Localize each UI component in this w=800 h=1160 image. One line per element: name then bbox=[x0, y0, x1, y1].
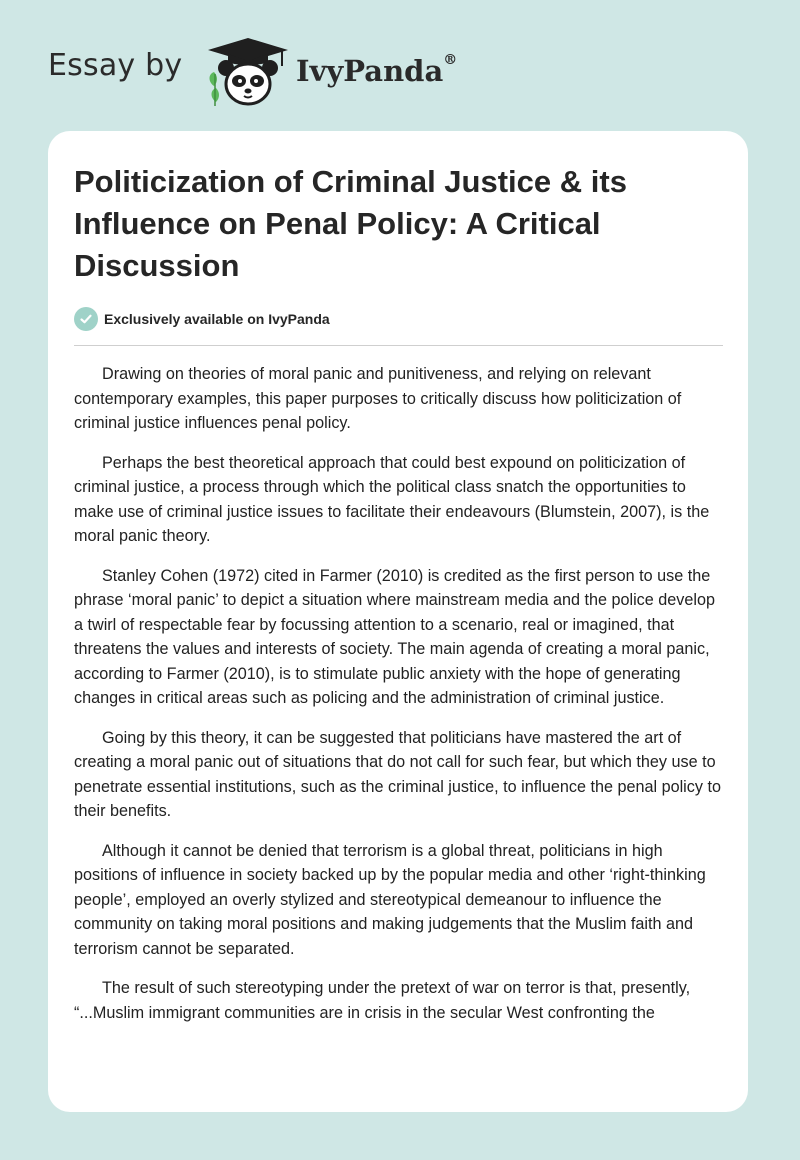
title-divider bbox=[74, 345, 723, 346]
essay-card bbox=[48, 131, 748, 1112]
site-header bbox=[48, 36, 508, 108]
brand-text: IvyPanda bbox=[296, 54, 444, 88]
paragraph: Drawing on theories of moral panic and punitiveness, and relying on relevant contemporary examples, this paper purposes to critically discuss how politicization of criminal justice influences penal policy. bbox=[74, 365, 682, 432]
paragraph: The result of such stereotyping under the pretext of war on terror is that, presently, “...Muslim immigrant communities are in crisis in the secular West confronting the bbox=[74, 979, 691, 1022]
paragraph: Perhaps the best theoretical approach that could best expound on politicization of criminal justice, a process through which the political class snatch the opportunities to make use of criminal justice issues to facilitate their endeavours (Blumstein, 2007), is the moral panic theory. bbox=[74, 453, 710, 545]
check-circle-icon bbox=[74, 307, 98, 331]
paragraph: Going by this theory, it can be suggested that politicians have mastered the art of creating a moral panic out of situations that do not call for such fear, but which they use to penetrate essential institutions, such as the criminal justice, to influence the penal policy to their benefits. bbox=[74, 728, 721, 820]
ivypanda-brand-name[interactable] bbox=[296, 54, 457, 88]
registered-mark: ® bbox=[443, 52, 458, 69]
essay-body bbox=[74, 362, 726, 1040]
exclusive-badge-label: Exclusively available on IvyPanda bbox=[104, 311, 330, 327]
essay-title: Politicization of Criminal Justice & its Influence on Penal Policy: A Critical Discussion bbox=[74, 164, 627, 283]
essay-by-label: Essay by bbox=[48, 48, 183, 83]
paragraph: Although it cannot be denied that terrorism is a global threat, politicians in high positions of influence in society backed up by the popular media and other ‘right-thinking people’, employed an overly stylized and stereotypical demeanour to influence the community on taking moral positions and making judgements that the Muslim faith and terrorism cannot be separated. bbox=[74, 841, 706, 958]
ivypanda-logo-icon[interactable] bbox=[204, 36, 292, 108]
paragraph: Stanley Cohen (1972) cited in Farmer (2010) is credited as the first person to use the phrase ‘moral panic’ to depict a situation where mainstream media and the police develop a twirl of respectable fear by focussing attention to a scenario, real or imagined, that threatens the values and interests of society. The main agenda of creating a moral panic, according to Farmer (2010), is to stimulate public anxiety with the hope of generating changes in critical areas such as policing and the administration of criminal justice. bbox=[74, 566, 715, 707]
exclusive-badge bbox=[74, 307, 330, 331]
